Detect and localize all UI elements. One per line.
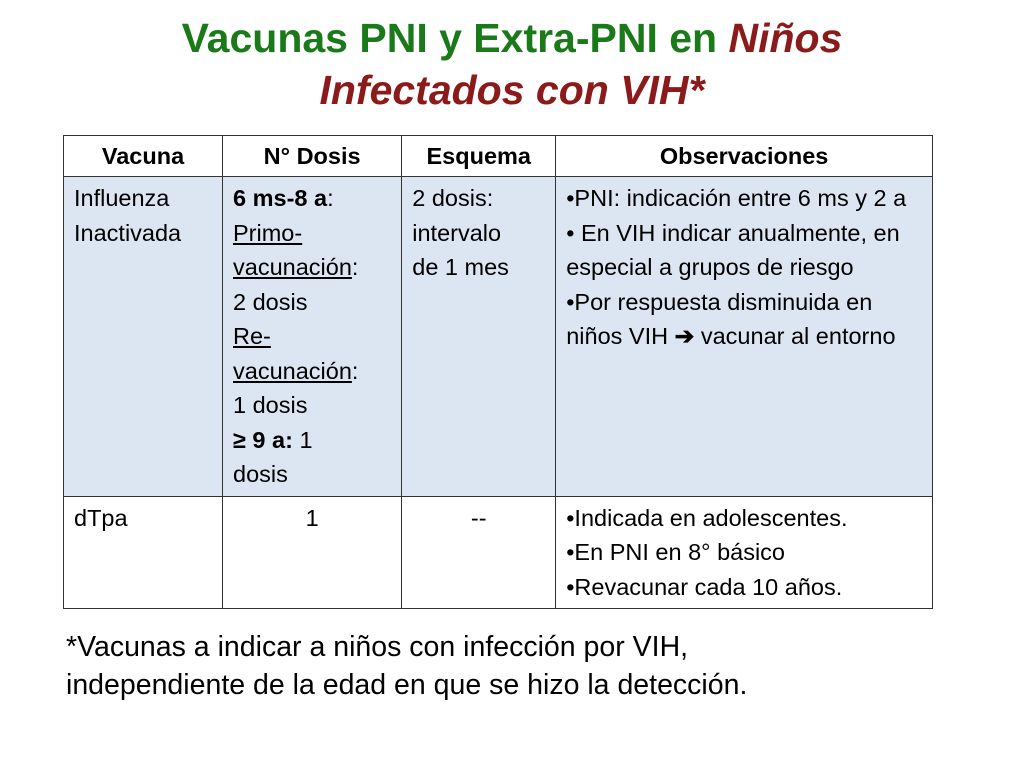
cell-observaciones-dtpa xyxy=(556,496,933,609)
dosis-age-bold: 6 ms-8 a xyxy=(233,185,328,211)
age9-unit: dosis xyxy=(233,461,288,487)
header-esquema: Esquema xyxy=(402,136,556,177)
header-vacuna: Vacuna xyxy=(64,136,223,177)
vaccine-table xyxy=(63,135,933,609)
obs-dtpa-1: •Indicada en adolescentes. xyxy=(566,504,848,531)
primo-label-2: vacunación xyxy=(233,254,352,280)
age9-line xyxy=(233,423,391,458)
dosis-age-range xyxy=(233,181,391,216)
re-label-2-wrap xyxy=(233,354,391,389)
primo-label-1: Primo- xyxy=(233,219,303,246)
cell-dosis-influenza xyxy=(223,177,402,497)
header-dosis: N° Dosis xyxy=(223,136,402,177)
age9-bold: ≥ 9 a: xyxy=(233,426,293,453)
re-colon: : xyxy=(351,357,359,384)
footnote-line-1: *Vacunas a indicar a niños con infección por VIH, xyxy=(66,631,689,663)
obs-item-3-text: •Por respuesta disminuida en niños VIH xyxy=(566,288,873,349)
esquema-line-3: de 1 mes xyxy=(412,254,509,280)
cell-esquema-influenza xyxy=(402,177,556,497)
cell-dosis-dtpa: 1 xyxy=(223,496,402,609)
table-row-influenza xyxy=(64,177,933,497)
cell-esquema-dtpa: -- xyxy=(402,496,556,609)
re-value: 1 dosis xyxy=(233,392,308,418)
cell-vacuna-dtpa: dTpa xyxy=(64,496,223,609)
primo-label-2-wrap xyxy=(233,250,391,285)
obs-dtpa-2: •En PNI en 8° básico xyxy=(566,539,786,565)
obs-item-3 xyxy=(566,285,922,354)
header-observaciones: Observaciones xyxy=(556,136,933,177)
slide-title xyxy=(0,12,1024,116)
vacuna-name-line-1: Influenza xyxy=(74,185,170,211)
right-arrow-icon: ➔ xyxy=(674,323,695,349)
title-part-green: Vacunas PNI y Extra-PNI en xyxy=(181,15,729,61)
primo-value: 2 dosis xyxy=(233,288,308,315)
re-label-2: vacunación xyxy=(233,357,352,384)
footnote-line-2: independiente de la edad en que se hizo la detección. xyxy=(66,669,748,701)
cell-vacuna-influenza xyxy=(64,177,223,497)
re-label-1: Re- xyxy=(233,323,271,349)
title-part-red: Niños xyxy=(728,15,843,61)
title-line-1 xyxy=(0,12,1024,64)
cell-observaciones-influenza xyxy=(556,177,933,497)
title-line-2: Infectados con VIH* xyxy=(319,67,705,113)
table-row-dtpa xyxy=(64,496,933,609)
dosis-age-colon: : xyxy=(327,185,334,211)
esquema-line-1: 2 dosis: xyxy=(412,185,494,211)
obs-item-3-tail: vacunar al entorno xyxy=(694,323,896,349)
table-header-row xyxy=(64,136,933,177)
vacuna-name-line-2: Inactivada xyxy=(74,219,182,246)
age9-value: 1 xyxy=(292,426,313,453)
esquema-line-2: intervalo xyxy=(412,219,502,246)
obs-item-1: •PNI: indicación entre 6 ms y 2 a xyxy=(566,185,907,211)
obs-dtpa-3: •Revacunar cada 10 años. xyxy=(566,573,843,600)
obs-item-2: • En VIH indicar anualmente, en especial a grupos de riesgo xyxy=(566,219,900,280)
primo-colon: : xyxy=(351,254,359,280)
footnote xyxy=(66,628,966,704)
